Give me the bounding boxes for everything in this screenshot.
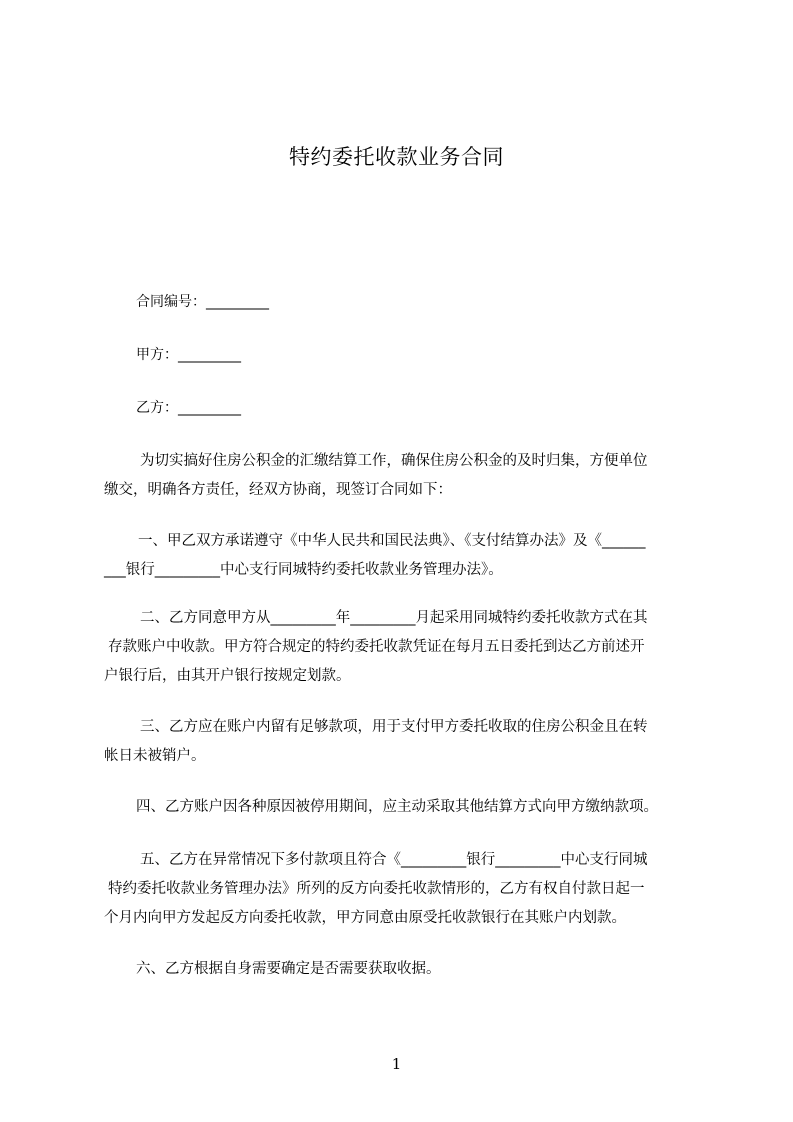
clause-1-paragraph: [104, 527, 646, 585]
intro-line-2: 缴交，明确各方责任，经双方协商，现签订合同如下：: [104, 482, 452, 498]
clause-2-line-3: 户银行后，由其开户银行按规定划款。: [104, 668, 351, 684]
clause-5-line-1: 五、乙方在异常情况下多付款项且符合《_________银行_________中心支行同城: [140, 852, 648, 868]
clause-5-line-3: 个月内向甲方发起反方向委托收款，甲方同意由原受托收款银行在其账户内划款。: [104, 910, 626, 926]
clause-5-line-2: 特约委托收款业务管理办法》所列的反方向委托收款情形的，乙方有权自付款日起一: [108, 881, 645, 897]
page-number: 1: [391, 1055, 402, 1073]
clause-1-line-2: ___银行_________中心支行同城特约委托收款业务管理办法》。: [104, 562, 503, 578]
intro-line-1: 为切实搞好住房公积金的汇缴结算工作，确保住房公积金的及时归集，方便单位: [140, 453, 648, 469]
party-b-field: 乙方：_________: [136, 400, 241, 416]
clause-6-paragraph: [136, 955, 441, 984]
clause-4-line-1: 四、乙方账户因各种原因被停用期间，应主动采取其他结算方式向甲方缴纳款项。: [136, 799, 658, 815]
party-a-field: 甲方：_________: [136, 347, 241, 363]
clause-2-line-1: 二、乙方同意甲方从_________年_________月起采用同城特约委托收款方式在其: [140, 610, 648, 626]
clause-5-paragraph: [104, 846, 648, 933]
contract-number-field: 合同编号：_________: [136, 294, 269, 310]
clause-3-paragraph: [104, 713, 648, 771]
clause-3-line-2: 帐日未被销户。: [104, 748, 206, 764]
clause-3-line-1: 三、乙方应在账户内留有足够款项，用于支付甲方委托收取的住房公积金且在转: [140, 719, 648, 735]
clause-6-line-1: 六、乙方根据自身需要确定是否需要获取收据。: [136, 961, 441, 977]
clause-2-line-2: 存款账户中收款。甲方符合规定的特约委托收款凭证在每月五日委托到达乙方前述开: [108, 639, 645, 655]
intro-paragraph: [104, 447, 648, 505]
document-title: 特约委托收款业务合同: [289, 145, 504, 169]
clause-2-paragraph: [104, 604, 648, 691]
clause-4-paragraph: [136, 793, 658, 822]
clause-1-line-1: 一、甲乙双方承诺遵守《中华人民共和国民法典》、《支付结算办法》及《______: [138, 533, 646, 549]
